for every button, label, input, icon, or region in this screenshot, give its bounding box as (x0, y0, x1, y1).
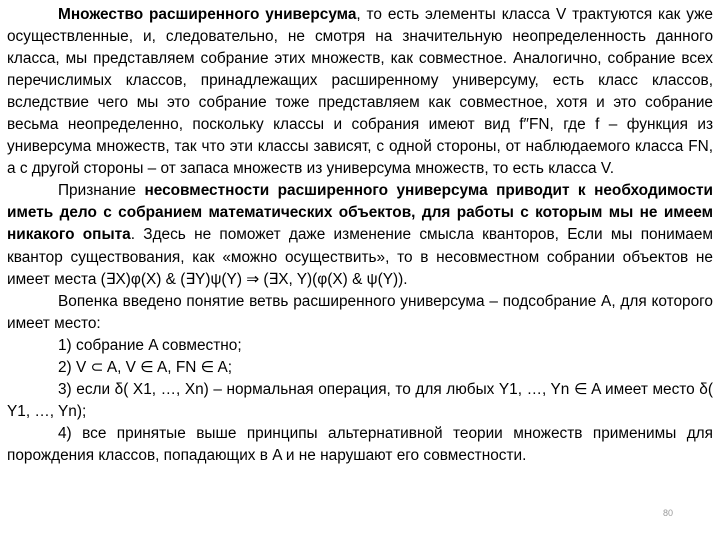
page-number: 80 (663, 508, 674, 518)
bold-term-extended-universe-set: Множество расширенного универсума (58, 6, 357, 23)
paragraph-extended-universe (7, 4, 713, 180)
paragraph-text: Признание (58, 182, 145, 200)
paragraph-text: . Здесь не поможет даже изменение смысла кванторов, Если мы понимаем квантор существования, как «можно осуществить», то в несовместном собрании объектов не имеет места (∃X)φ(X) & (∃Y)ψ(Y) ⇒ (∃X, Y)(φ(X) & ψ(Y)). (7, 226, 713, 288)
bold-statement-inconsistency: несовместности расширенного универсума приводит к необходимости иметь дело с собранием математических объектов, для работы с которым мы не имеем никакого опыта (7, 182, 713, 244)
slide-body (7, 4, 713, 467)
list-item-text: 3) если δ( X1, …, Xn) – нормальная операция, то для любых Y1, …, Yn ∈ A имеет место δ( Y1, …, Yn); (7, 380, 713, 420)
list-item-condition-4 (7, 423, 713, 467)
list-item-text: 2) V ⊂ A, V ∈ A, FN ∈ A; (58, 358, 232, 376)
paragraph-text: Вопенка введено понятие ветвь расширенного универсума – подсобрание A, для которого имеет место: (7, 292, 713, 332)
list-item-condition-3 (7, 379, 713, 423)
paragraph-text: , то есть элементы класса V трактуются как уже осуществленные, и, следовательно, не смотря на значительную неопределенность данного класса, мы представляем собрание этих множеств, как совместное. Аналогично, собрание всех перечислимых классов, принадлежащих расширенному универсуму, есть класс классов, вследствие чего мы это собрание тоже представляем как совместное, хотя и это собрание весьма неопределенно, поскольку классы и собрания имеют вид f″FN, где f – функция из универсума множеств, так что эти классы зависят, с одной стороны, от наблюдаемого класса FN, а с другой стороны – от запаса множеств из универсума множеств, то есть класса V. (7, 6, 713, 178)
list-item-text: 4) все принятые выше принципы альтернативной теории множеств применимы для порождения классов, попадающих в A и не нарушают его совместности. (7, 424, 713, 464)
paragraph-inconsistency (7, 180, 713, 290)
list-item-condition-2 (7, 357, 713, 379)
list-item-text: 1) собрание A совместно; (58, 336, 242, 354)
paragraph-branch-definition (7, 291, 713, 335)
list-item-condition-1 (7, 335, 713, 357)
